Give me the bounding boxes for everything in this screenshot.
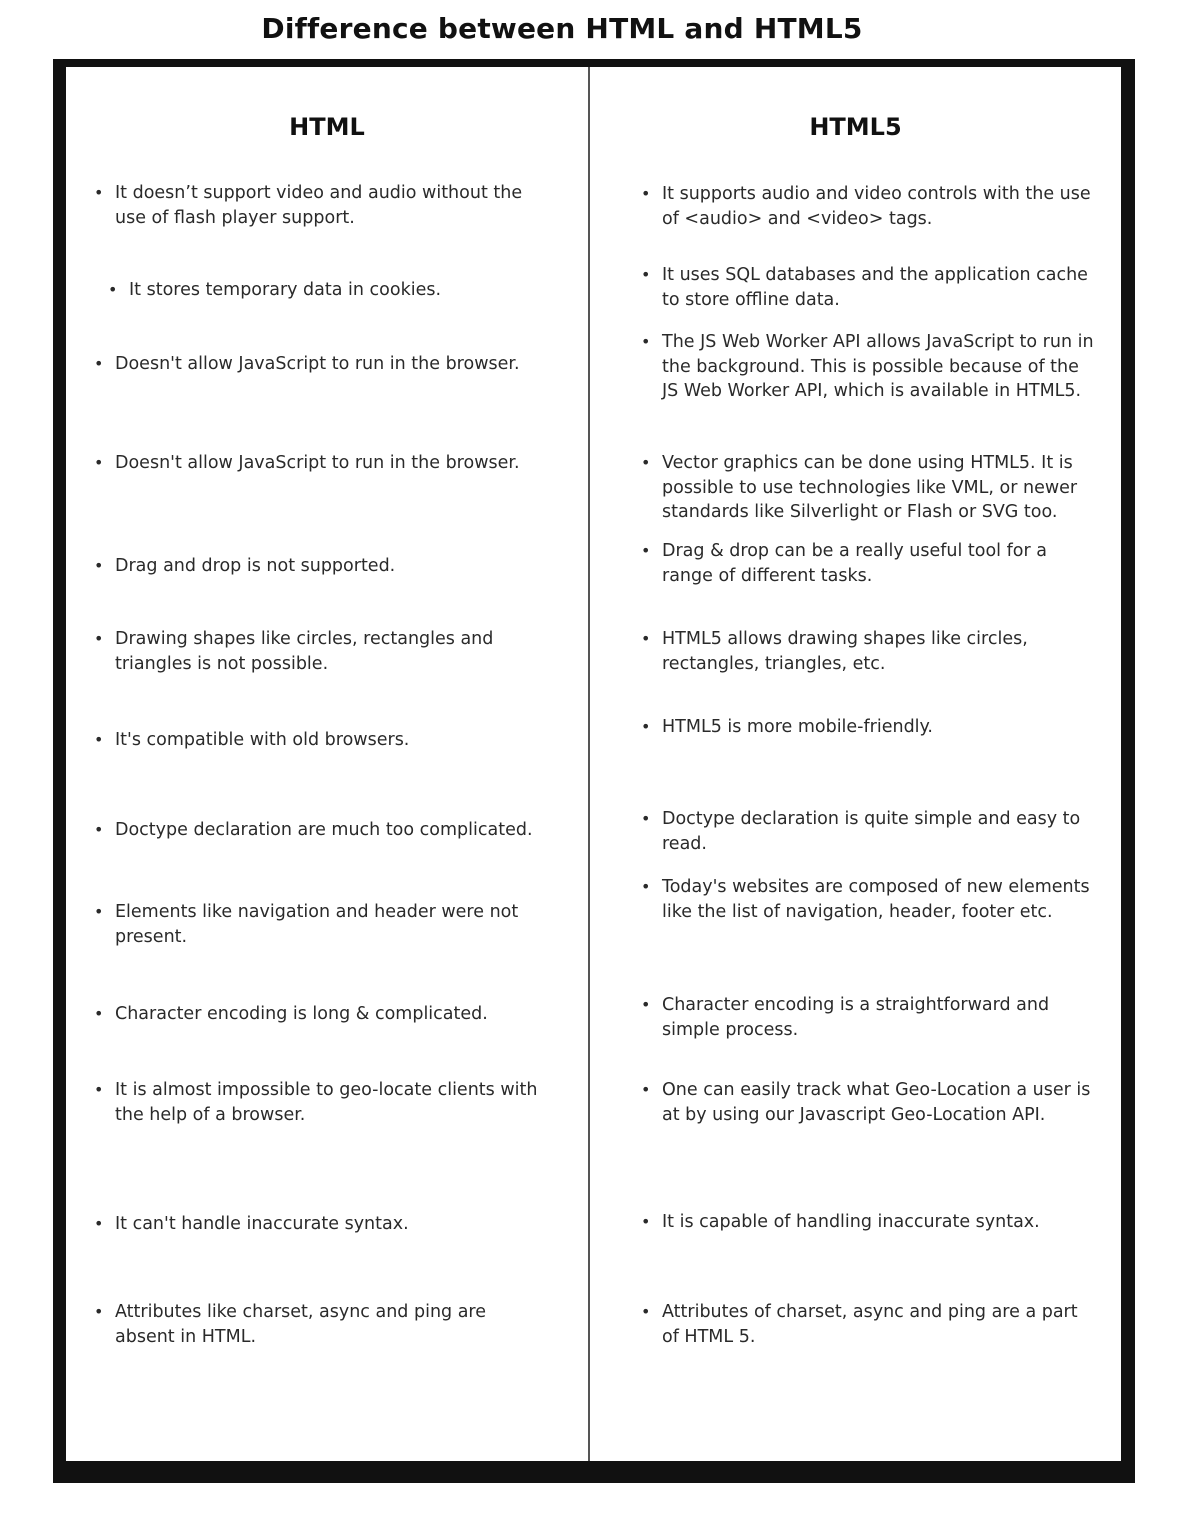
- html-item: • It is almost impossible to geo-locate clients with the help of a browser.: [94, 1080, 538, 1125]
- bullet-icon: •: [641, 809, 651, 828]
- html5-column-heading: HTML5: [809, 113, 902, 141]
- html5-item: • It uses SQL databases and the application cache to store offline data.: [641, 265, 1088, 310]
- bullet-icon: •: [94, 1080, 104, 1099]
- html-item: • Character encoding is long & complicated.: [115, 1002, 550, 1027]
- html-item: • It stores temporary data in cookies.: [129, 278, 549, 303]
- html-item: • It doesn’t support video and audio without the use of flash player support.: [94, 183, 523, 228]
- bullet-icon: •: [641, 1212, 651, 1231]
- bullet-icon: •: [94, 1302, 104, 1321]
- bullet-icon: •: [94, 556, 104, 575]
- bullet-icon: •: [94, 1004, 104, 1023]
- html-item: • It can't handle inaccurate syntax.: [115, 1212, 550, 1237]
- html-item: • Doctype declaration are much too complicated.: [115, 818, 550, 843]
- html5-item: • The JS Web Worker API allows JavaScript to run in the background. This is possible because of the JS Web Worker API, which is available in HTML5.: [641, 332, 1094, 401]
- html5-item: • Character encoding is a straightforward and simple process.: [641, 995, 1050, 1040]
- bullet-icon: •: [94, 183, 104, 202]
- column-divider: [588, 67, 590, 1461]
- html5-item: • Today's websites are composed of new elements like the list of navigation, header, footer etc.: [641, 877, 1090, 922]
- html-item: • Doesn't allow JavaScript to run in the browser.: [115, 352, 550, 377]
- bullet-icon: •: [641, 877, 651, 896]
- bullet-icon: •: [641, 1080, 651, 1099]
- bullet-icon: •: [641, 629, 651, 648]
- html5-item: • Vector graphics can be done using HTML5. It is possible to use technologies like VML, or newer standards like Silverlight or Flash or SVG too.: [641, 453, 1078, 522]
- bullet-icon: •: [108, 280, 118, 299]
- bullet-icon: •: [641, 184, 651, 203]
- page-title: Difference between HTML and HTML5: [261, 12, 863, 45]
- html5-item: • It supports audio and video controls with the use of <audio> and <video> tags.: [641, 184, 1091, 229]
- html-item: • Drag and drop is not supported.: [115, 554, 550, 579]
- bullet-icon: •: [94, 629, 104, 648]
- html5-item: • HTML5 allows drawing shapes like circles, rectangles, triangles, etc.: [641, 629, 1028, 674]
- bullet-icon: •: [641, 541, 651, 560]
- bullet-icon: •: [94, 820, 104, 839]
- bullet-icon: •: [94, 453, 104, 472]
- html-item: • Elements like navigation and header were not present.: [94, 902, 519, 947]
- bullet-icon: •: [641, 332, 651, 351]
- html5-item: • HTML5 is more mobile-friendly.: [662, 715, 1094, 740]
- html5-item: • Doctype declaration is quite simple and easy to read.: [641, 809, 1081, 854]
- bullet-icon: •: [641, 453, 651, 472]
- bullet-icon: •: [641, 1302, 651, 1321]
- html5-item: • One can easily track what Geo-Location a user is at by using our Javascript Geo-Location API.: [641, 1080, 1091, 1125]
- html-item: • Attributes like charset, async and ping are absent in HTML.: [94, 1302, 487, 1347]
- html-item: • It's compatible with old browsers.: [115, 728, 550, 753]
- html5-item: • Attributes of charset, async and ping are a part of HTML 5.: [641, 1302, 1078, 1347]
- html-item: • Drawing shapes like circles, rectangles and triangles is not possible.: [94, 629, 494, 674]
- bullet-icon: •: [94, 730, 104, 749]
- html-column-heading: HTML: [289, 113, 365, 141]
- bullet-icon: •: [94, 902, 104, 921]
- html-item: • Doesn't allow JavaScript to run in the browser.: [115, 451, 550, 476]
- bullet-icon: •: [641, 995, 651, 1014]
- html5-item: • It is capable of handling inaccurate syntax.: [662, 1210, 1094, 1235]
- bullet-icon: •: [641, 717, 651, 736]
- bullet-icon: •: [94, 1214, 104, 1233]
- bullet-icon: •: [641, 265, 651, 284]
- html5-item: • Drag & drop can be a really useful tool for a range of different tasks.: [641, 541, 1047, 586]
- bullet-icon: •: [94, 354, 104, 373]
